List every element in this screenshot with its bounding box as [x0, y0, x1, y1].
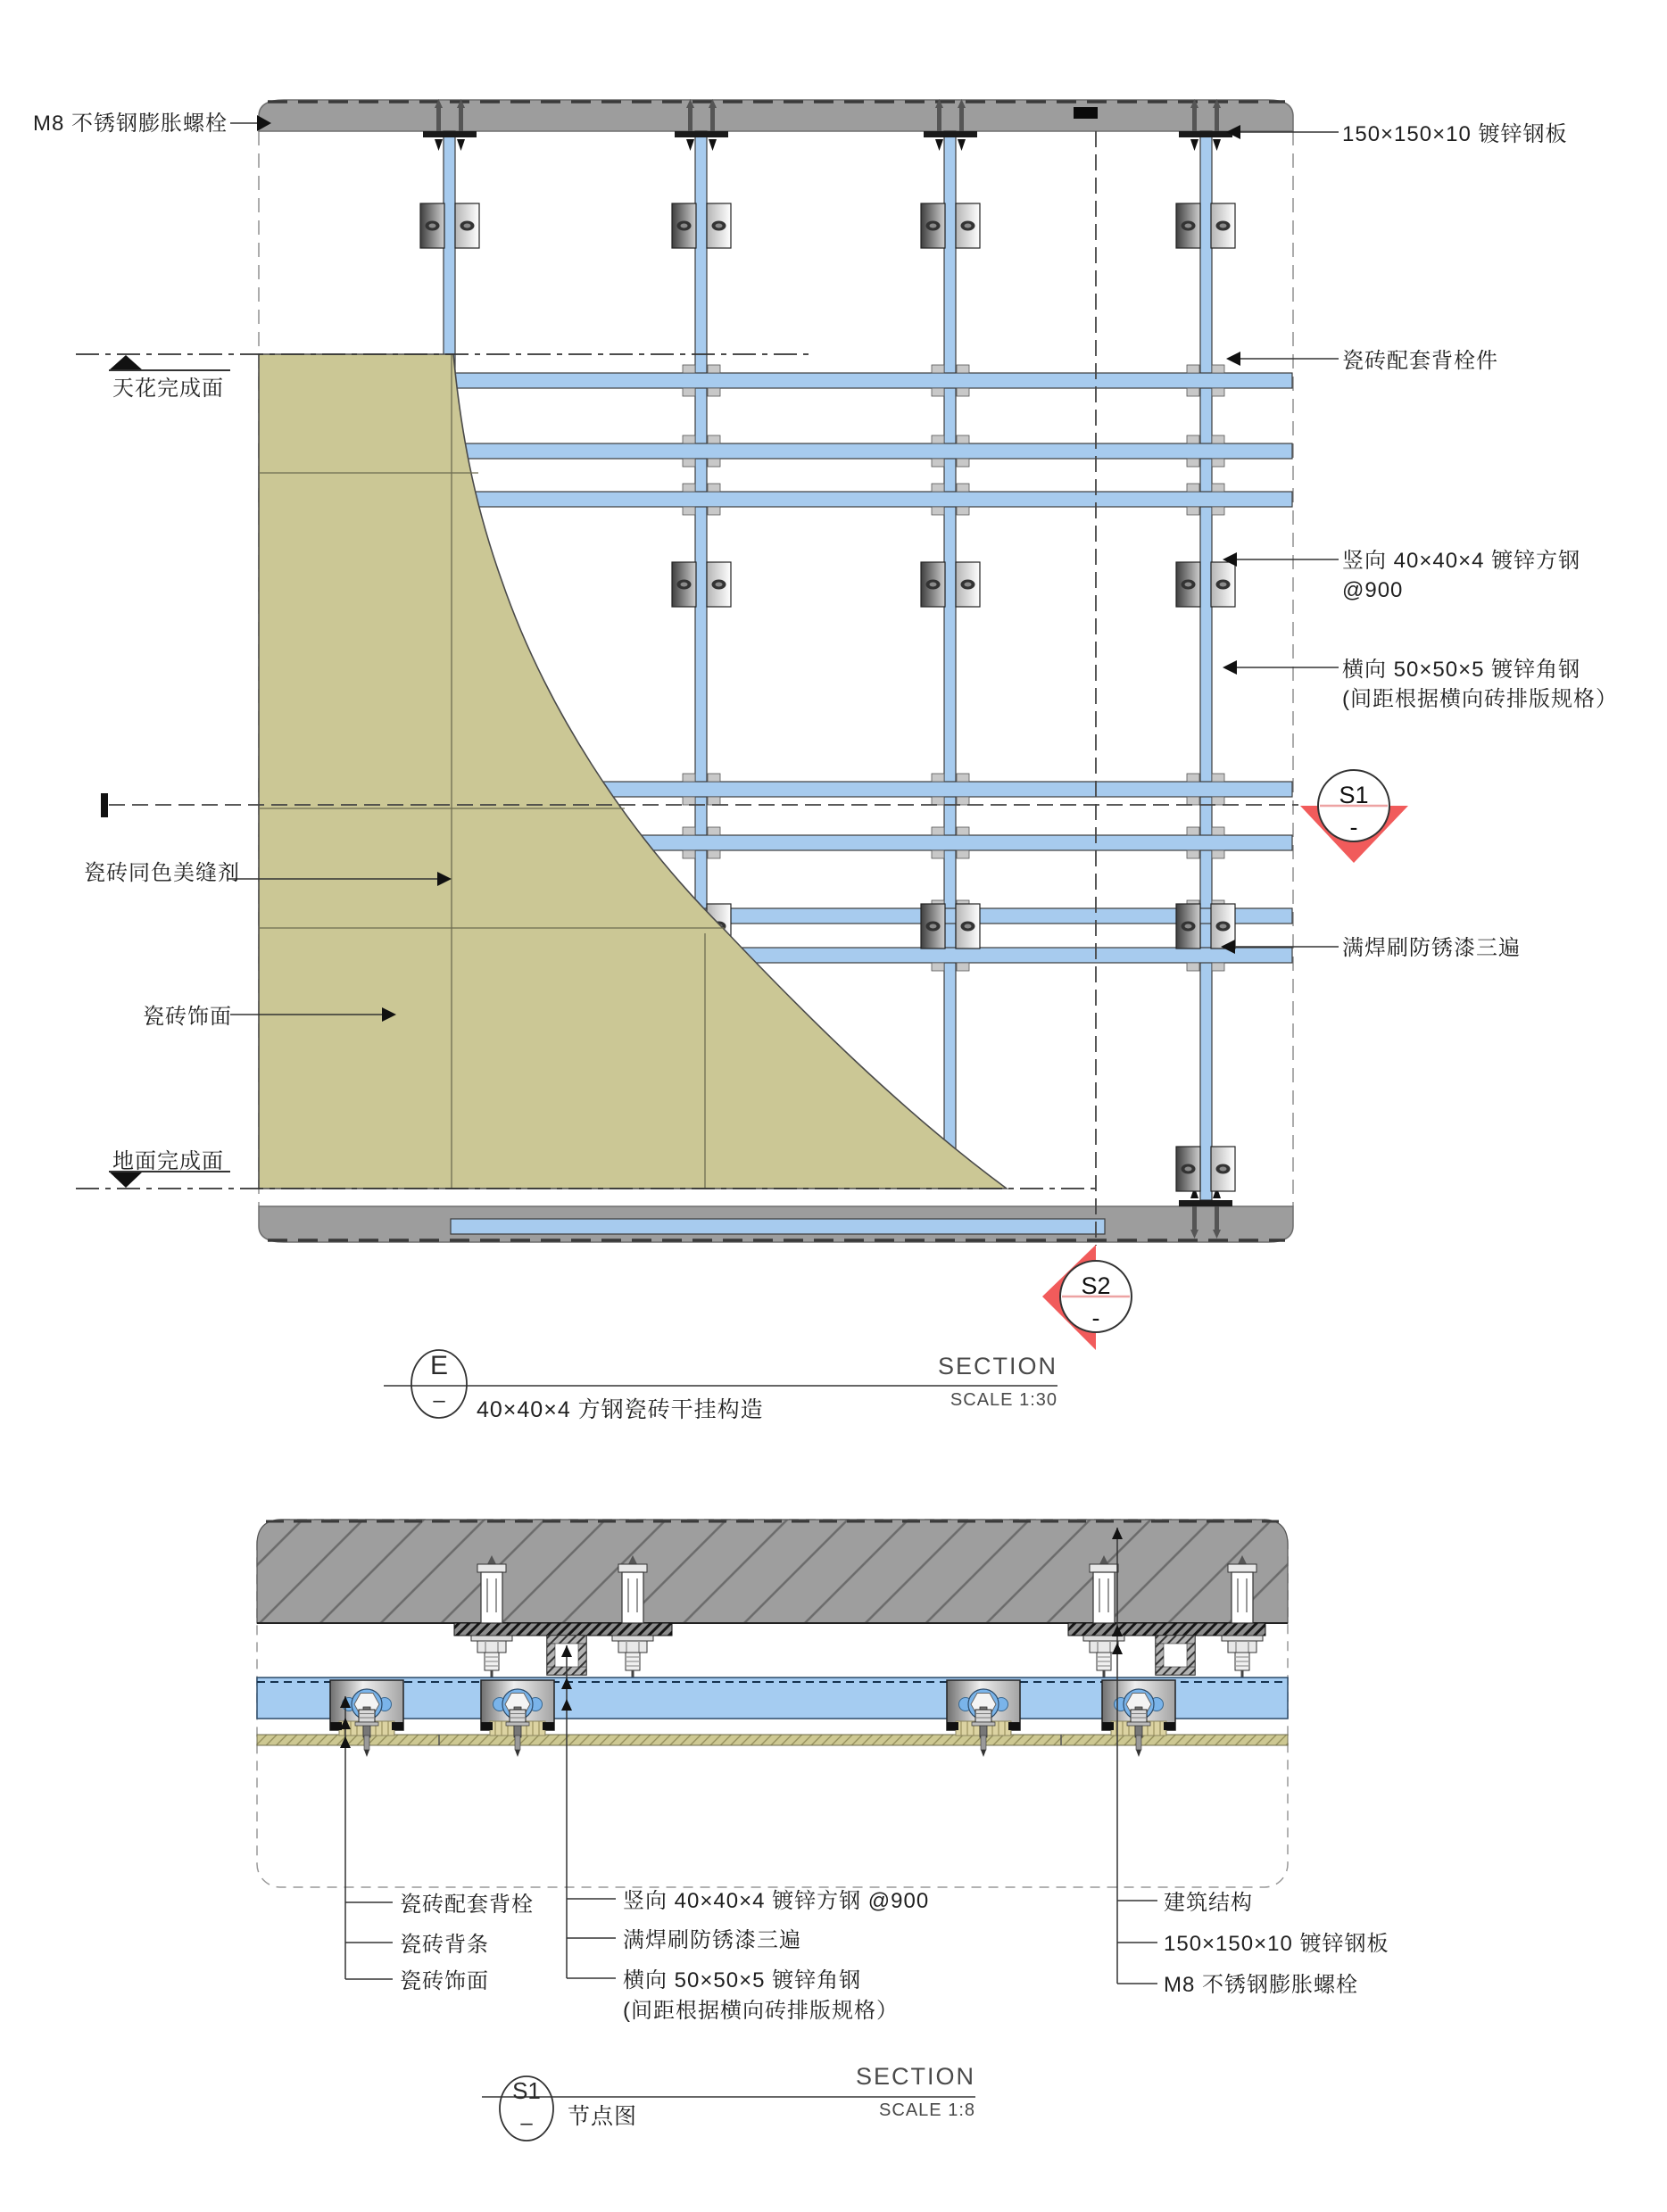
label-floor-finish: 地面完成面: [112, 1149, 224, 1173]
e-bubble-sub: –: [433, 1388, 445, 1413]
e-title-name: 40×40×4 方钢瓷砖干挂构造: [477, 1397, 764, 1422]
s2-marker-id: S2: [1081, 1272, 1111, 1299]
s1-bubble-sub: –: [520, 2111, 533, 2135]
label-horizontal-steel-line1: 横向 50×50×5 镀锌角钢: [1342, 658, 1581, 682]
detail-label-tile-face: 瓷砖饰面: [400, 1969, 489, 1993]
label-ceiling-finish: 天花完成面: [112, 377, 224, 401]
detail-label-vertical-steel: 竖向 40×40×4 镀锌方钢 @900: [623, 1889, 930, 1913]
building-structure-concrete: [257, 1520, 1288, 1623]
ceiling-finish-marker: [109, 355, 230, 370]
detail-label-horizontal-steel-note: (间距根据横向砖排版规格）: [623, 1999, 899, 2023]
ceiling-slab: [259, 100, 1293, 131]
label-vertical-steel-line1: 竖向 40×40×4 镀锌方钢: [1342, 549, 1581, 573]
label-tile-face: 瓷砖饰面: [143, 1005, 232, 1029]
label-horizontal-steel: [1342, 655, 1618, 714]
s1-title-section: SECTION: [855, 2063, 975, 2090]
label-grout: 瓷砖同色美缝剂: [84, 861, 240, 885]
label-back-bolt-fitting: 瓷砖配套背栓件: [1342, 349, 1498, 373]
section-line-end-block: [1074, 107, 1098, 119]
label-vertical-steel: [1342, 546, 1580, 605]
label-vertical-steel-line2: @900: [1342, 578, 1404, 602]
detail-label-horizontal-steel: 横向 50×50×5 镀锌角钢: [623, 1968, 862, 1992]
main-section-drawing: [76, 99, 1408, 1418]
e-title-section: SECTION: [937, 1353, 1057, 1379]
s2-marker-sub: -: [1091, 1305, 1100, 1331]
label-weld-paint: 满焊刷防锈漆三遍: [1342, 936, 1521, 960]
detail-label-weld-paint: 满焊刷防锈漆三遍: [623, 1928, 801, 1952]
detail-label-steel-plate: 150×150×10 镀锌钢板: [1164, 1932, 1389, 1956]
galvanized-plate-1: [454, 1623, 672, 1636]
detail-section-drawing: [257, 1520, 1288, 2141]
e-title-scale: SCALE 1:30: [950, 1390, 1057, 1410]
label-horizontal-steel-line2: (间距根据横向砖排版规格）: [1342, 687, 1618, 711]
galvanized-plate-2: [1068, 1623, 1265, 1636]
label-m8-bolt: M8 不锈钢膨胀螺栓: [32, 112, 228, 136]
detail-label-structure: 建筑结构: [1164, 1891, 1253, 1915]
detail-label-back-strip: 瓷砖背条: [400, 1933, 489, 1957]
detail-label-back-bolt: 瓷砖配套背栓: [400, 1893, 534, 1917]
detail-label-m8-bolt: M8 不锈钢膨胀螺栓: [1164, 1973, 1359, 1997]
s1-title-name: 节点图: [568, 2104, 638, 2129]
square-tube-cut-2: [1156, 1636, 1195, 1675]
s1-bubble-letter: S1: [512, 2077, 541, 2104]
e-bubble-letter: E: [429, 1351, 448, 1380]
s1-title-scale: SCALE 1:8: [879, 2100, 975, 2120]
tile-finish-area: [259, 354, 1007, 1189]
s1-marker-sub: -: [1349, 814, 1358, 841]
label-steel-plate: 150×150×10 镀锌钢板: [1342, 122, 1568, 146]
s1-marker-id: S1: [1339, 782, 1369, 808]
tile-strip: [257, 1735, 1288, 1745]
